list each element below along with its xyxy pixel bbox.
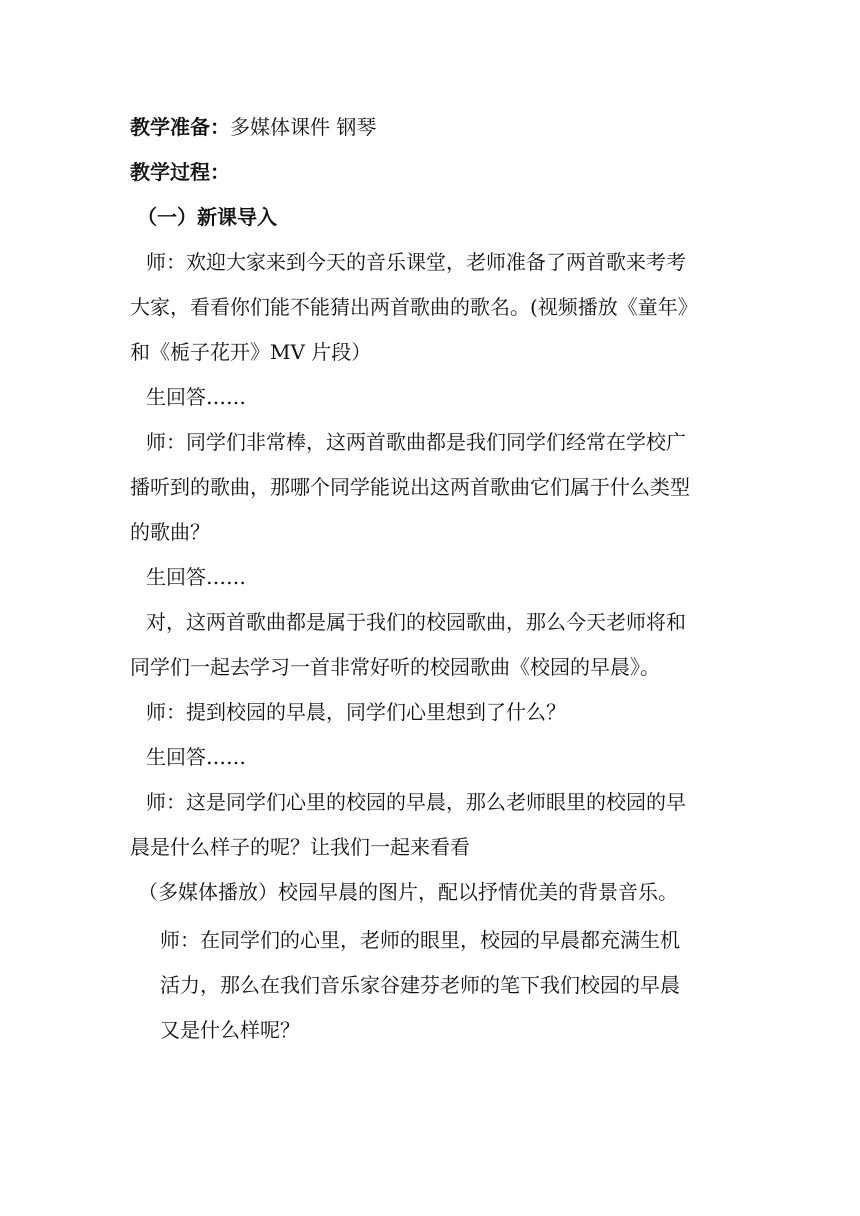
paragraph-line: 又是什么样呢？	[160, 1018, 300, 1042]
paragraph-line: （多媒体播放）校园早晨的图片，配以抒情优美的背景音乐。	[138, 880, 678, 904]
prep-label: 教学准备：	[130, 115, 230, 139]
paragraph-line: 播听到的歌曲，那哪个同学能说出这两首歌曲它们属于什么类型	[130, 475, 690, 499]
paragraph-line: 的歌曲？	[130, 520, 210, 544]
paragraph-line: 师：欢迎大家来到今天的音乐课堂，老师准备了两首歌来考考	[146, 250, 686, 274]
paragraph-line: 师：在同学们的心里，老师的眼里，校园的早晨都充满生机	[160, 928, 680, 952]
prep-line	[130, 112, 376, 142]
paragraph-line: 活力，那么在我们音乐家谷建芬老师的笔下我们校园的早晨	[160, 973, 680, 997]
paragraph-line: 和《栀子花开》MV 片段）	[130, 340, 372, 364]
paragraph-line: 同学们一起去学习一首非常好听的校园歌曲《校园的早晨》。	[130, 655, 660, 679]
paragraph-line: 生回答……	[146, 745, 246, 769]
paragraph-line: 师：这是同学们心里的校园的早晨，那么老师眼里的校园的早	[146, 790, 686, 814]
paragraph-line: 对，这两首歌曲都是属于我们的校园歌曲，那么今天老师将和	[146, 610, 686, 634]
paragraph-line: 师：同学们非常棒，这两首歌曲都是我们同学们经常在学校广	[146, 430, 686, 454]
paragraph-line: 生回答……	[146, 385, 246, 409]
paragraph-line: 师：提到校园的早晨，同学们心里想到了什么？	[146, 700, 566, 724]
section1-heading: （一）新课导入	[137, 205, 277, 229]
paragraph-line: 生回答……	[146, 565, 246, 589]
paragraph-line: 晨是什么样子的呢？让我们一起来看看	[130, 835, 470, 859]
process-heading: 教学过程：	[130, 160, 230, 184]
paragraph-line: 大家，看看你们能不能猜出两首歌曲的歌名。(视频播放《童年》	[130, 295, 698, 319]
prep-text: 多媒体课件 钢琴	[230, 115, 377, 139]
